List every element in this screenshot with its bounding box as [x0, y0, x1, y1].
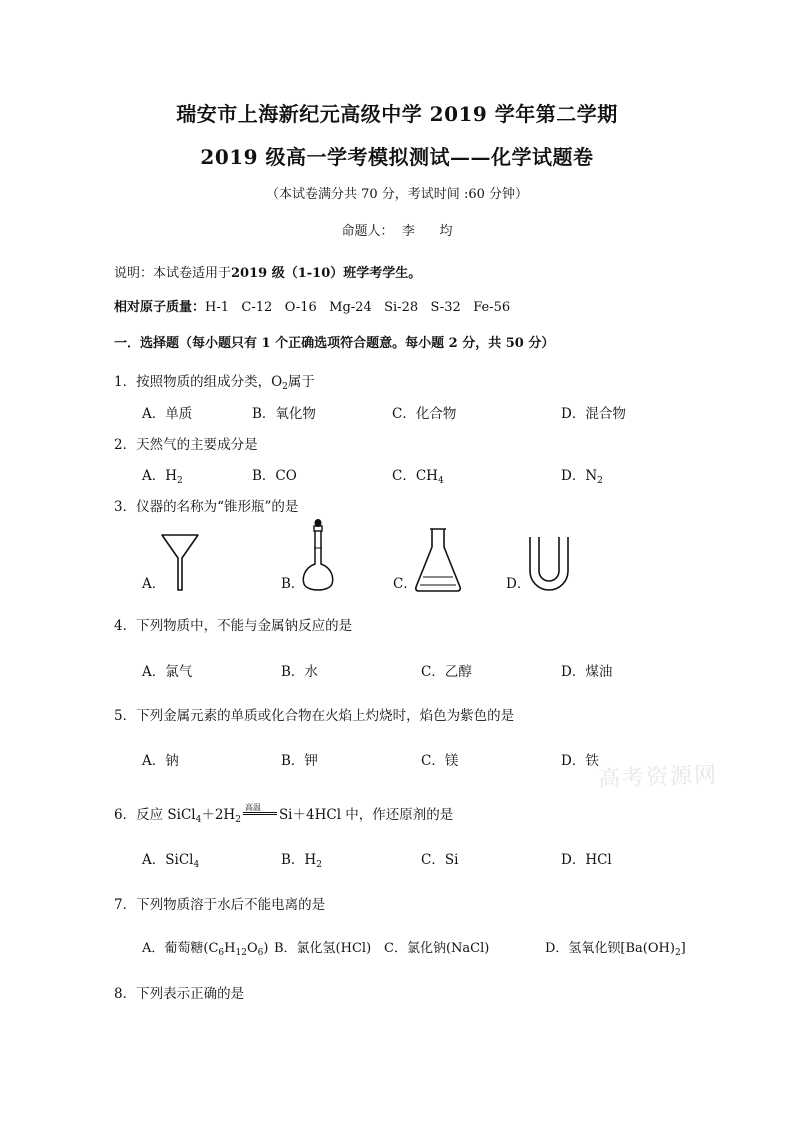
- exam-author: [0, 220, 794, 239]
- q1-option-d[interactable]: D．混合物: [561, 406, 626, 422]
- erlenmeyer-flask-icon: [413, 527, 463, 593]
- q5-option-c[interactable]: C．镁: [421, 753, 459, 769]
- q7-option-b[interactable]: B．氯化氢(HCl): [274, 941, 372, 956]
- exam-title-line2: 2019 级高一学考模拟测试——化学试题卷: [200, 145, 594, 169]
- exam-title-line1: 瑞安市上海新纪元高级中学 2019 学年第二学期: [176, 102, 618, 126]
- reaction-condition: 高温: [244, 803, 261, 812]
- question-7-stem: 7．下列物质溶于水后不能电离的是: [114, 897, 326, 913]
- q4-option-d[interactable]: D．煤油: [561, 664, 613, 680]
- exam-note: （本试卷满分共 70 分，考试时间 :60 分钟）: [266, 187, 528, 202]
- u-tube-icon: [527, 535, 571, 593]
- q2-d-text: D．N: [561, 468, 598, 484]
- q1-option-a[interactable]: A．单质: [142, 406, 193, 422]
- question-1-stem: [114, 370, 315, 392]
- atomic-mass-label: 相对原子质量：: [114, 300, 206, 315]
- q6-option-b[interactable]: [281, 848, 322, 870]
- q1-stem-sub: 2: [282, 382, 288, 392]
- author-label: 命题人：: [341, 224, 394, 239]
- q6-sub2: 2: [235, 815, 241, 825]
- question-8-stem: 8．下列表示正确的是: [114, 986, 245, 1002]
- question-5-stem: 5．下列金属元素的单质或化合物在火焰上灼烧时，焰色为紫色的是: [114, 708, 515, 724]
- q7-d-sub: 2: [674, 948, 681, 958]
- q1-stem-end: 属于: [287, 374, 315, 390]
- q5-option-b[interactable]: B．钾: [281, 753, 318, 769]
- q1-option-b[interactable]: B．氧化物: [252, 406, 316, 422]
- section-1-title: 一．选择题（每小题只有 1 个正确选项符合题意。每小题 2 分，共 50 分）: [114, 336, 555, 351]
- q6-sub1: 4: [195, 815, 202, 825]
- q7-a-s1: 6: [218, 948, 225, 958]
- q6-stem-c: Si＋4HCl 中，作还原剂的是: [278, 807, 454, 823]
- q3-option-b[interactable]: B．: [281, 576, 305, 592]
- atomic-mass-line: [114, 296, 510, 315]
- q7-a-post: ): [263, 941, 269, 956]
- q4-option-b[interactable]: B．水: [281, 664, 318, 680]
- q2-option-d[interactable]: [561, 464, 603, 486]
- q6-option-a[interactable]: [142, 848, 199, 870]
- q1-option-c[interactable]: C．化合物: [392, 406, 457, 422]
- atomic-mass-values: H-1 C-12 O-16 Mg-24 Si-28 S-32 Fe-56: [205, 300, 511, 315]
- instructions-highlight: 2019 级（1-10）班学考学生。: [231, 266, 422, 281]
- instructions-line: [114, 262, 421, 281]
- author-name: 李 均: [401, 224, 453, 239]
- q3-option-c[interactable]: C．: [393, 576, 417, 592]
- q2-d-sub: 2: [597, 476, 603, 486]
- q7-option-a[interactable]: [142, 937, 268, 958]
- q2-c-sub: 4: [437, 476, 444, 486]
- q4-option-a[interactable]: A．氯气: [142, 664, 193, 680]
- question-2-stem: 2．天然气的主要成分是: [114, 437, 258, 453]
- q7-a-pre: A．葡萄糖(C: [142, 941, 219, 956]
- watermark: 高考资源网: [597, 762, 719, 793]
- question-3-stem: 3．仪器的名称为“锥形瓶”的是: [114, 499, 299, 515]
- instructions-prefix: 说明：本试卷适用于: [114, 266, 232, 281]
- q6-a-text: A．SiCl: [142, 852, 194, 868]
- funnel-icon: [160, 532, 200, 592]
- q2-option-c[interactable]: [392, 464, 444, 486]
- question-4-stem: 4．下列物质中，不能与金属钠反应的是: [114, 618, 353, 634]
- q1-stem-part: 1．按照物质的组成分类，O: [114, 374, 283, 390]
- q7-d-pre: D．氢氧化钡[Ba(OH): [545, 941, 675, 956]
- reaction-arrow: [243, 803, 277, 815]
- q2-c-text: C．CH: [392, 468, 438, 484]
- q6-b-text: B．H: [281, 852, 317, 868]
- q7-a-s3: 6: [257, 948, 264, 958]
- q2-option-a[interactable]: [142, 464, 183, 486]
- volumetric-flask-icon: [300, 518, 336, 596]
- q2-option-b[interactable]: B．CO: [252, 468, 297, 484]
- q7-option-d[interactable]: [545, 937, 686, 958]
- q6-a-sub: 4: [193, 860, 200, 870]
- q6-option-c[interactable]: C．Si: [421, 852, 459, 868]
- q2-a-text: A．H: [142, 468, 178, 484]
- q7-a-m1: H: [224, 941, 236, 956]
- question-6-stem: [114, 803, 453, 825]
- q5-option-d[interactable]: D．铁: [561, 753, 599, 769]
- q7-option-c[interactable]: C．氯化钠(NaCl): [384, 941, 490, 956]
- q2-a-sub: 2: [177, 476, 183, 486]
- q3-option-d[interactable]: D．: [506, 576, 531, 592]
- q6-stem-b: ＋2H: [201, 807, 236, 823]
- q7-d-post: ]: [680, 941, 686, 956]
- q6-option-d[interactable]: D．HCl: [561, 852, 612, 868]
- q3-option-a[interactable]: A．: [142, 576, 166, 592]
- q4-option-c[interactable]: C．乙醇: [421, 664, 472, 680]
- q7-a-s2: 12: [235, 948, 247, 958]
- q5-option-a[interactable]: A．钠: [142, 753, 179, 769]
- q6-b-sub: 2: [316, 860, 322, 870]
- q6-stem-a: 6．反应 SiCl: [114, 807, 196, 823]
- q7-a-m2: O: [246, 941, 258, 956]
